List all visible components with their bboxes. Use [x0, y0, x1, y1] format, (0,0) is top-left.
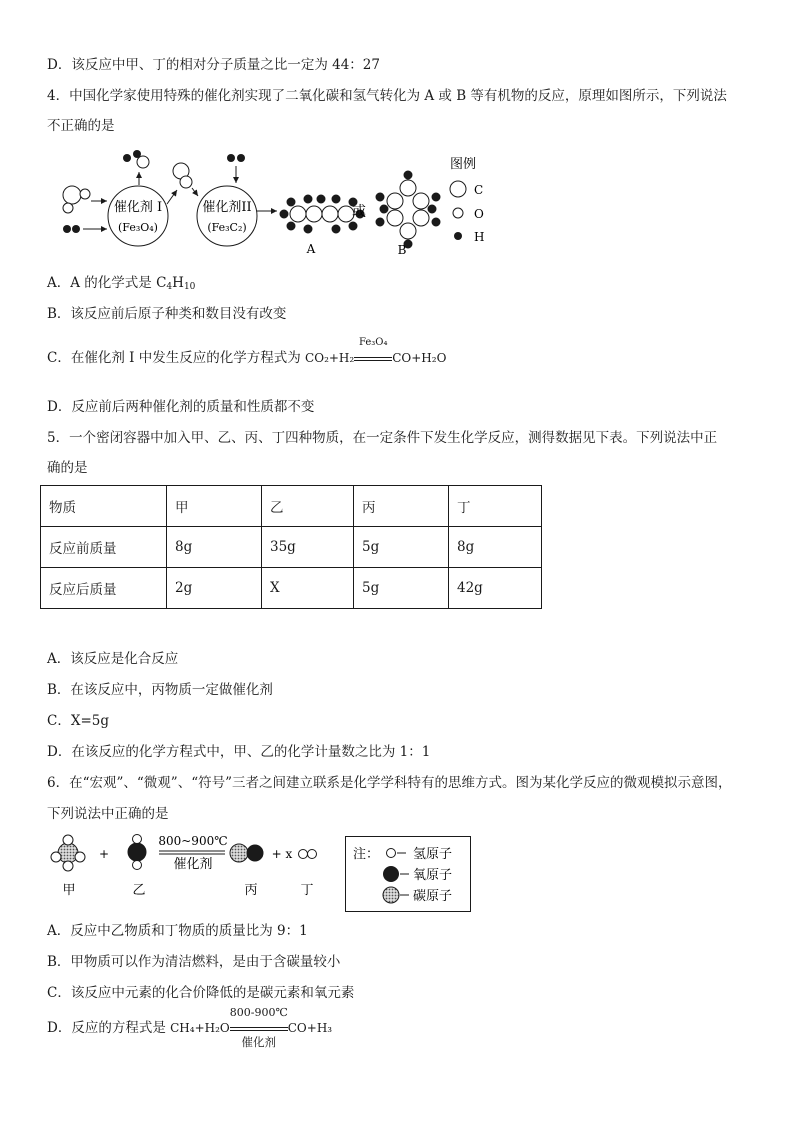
q4-stem-line1: 4．中国化学家使用特殊的催化剂实现了二氧化碳和氢气转化为 A 或 B 等有机物的反应，原理如图所示，下列说法: [47, 88, 727, 104]
label-bing: 丙: [244, 883, 258, 898]
mass-table: [40, 485, 542, 609]
atom-legend-box: [345, 836, 471, 912]
table-cell: X: [262, 568, 354, 609]
table-cell: 反应前质量: [41, 527, 167, 568]
plus-x: + x: [271, 847, 293, 861]
table-header-cell: 甲: [167, 486, 262, 527]
q4-option-a: A．A 的化学式是 $C_4H_{10}$: [47, 275, 196, 292]
table-row: [41, 568, 542, 609]
q4-stem-line2: 不正确的是: [47, 118, 115, 134]
label-jia: 甲: [62, 883, 76, 898]
label-ding: 丁: [300, 883, 314, 898]
label-yi: 乙: [132, 883, 146, 898]
catalyst-2-formula: (Fe₃C₂): [207, 221, 247, 234]
legend-title: 图例: [450, 157, 477, 172]
legend-c: C: [474, 183, 484, 197]
atom-legend: [346, 837, 470, 911]
catalyst-1-name: 催化剂 I: [113, 200, 163, 215]
water-molecule: [128, 835, 146, 870]
label-a: A: [306, 242, 316, 256]
note-o: 氧原子: [413, 868, 453, 883]
q5-stem-line1: 5．一个密闭容器中加入甲、乙、丙、丁四种物质，在一定条件下发生化学反应，测得数据见下表。下列说法中正: [47, 430, 718, 446]
table-row: [41, 527, 542, 568]
table-cell: 42g: [449, 568, 542, 609]
q6-diagram: [45, 830, 345, 902]
q5-option-a: A．该反应是化合反应: [47, 651, 179, 667]
table-cell: 5g: [354, 568, 449, 609]
catalyst-1-circle: [108, 186, 168, 246]
plus-sign-1: +: [98, 847, 110, 861]
legend-h: H: [474, 230, 485, 244]
oxygen-atom-icon: [383, 866, 399, 882]
table-cell: 8g: [167, 527, 262, 568]
q6-option-b: B．甲物质可以作为清洁燃料，是由于含碳量较小: [47, 954, 341, 970]
table-header-cell: 丙: [354, 486, 449, 527]
h2-molecule-left: [63, 225, 80, 233]
note-c: 碳原子: [413, 889, 453, 904]
carbon-atom-icon: [383, 887, 399, 903]
table-cell: 35g: [262, 527, 354, 568]
q5-stem-line2: 确的是: [47, 460, 88, 476]
q6-stem-line2: 下列说法中正确的是: [47, 806, 169, 822]
condition-bottom: 催化剂: [173, 857, 213, 872]
h2-molecule-q6: [299, 850, 317, 859]
q6-option-d: D．反应的方程式是 CH₄+H₂O 800-900℃ 催化剂 CO+H₃: [47, 1006, 333, 1049]
q4-option-b: B．该反应前后原子种类和数目没有改变: [47, 306, 287, 322]
legend-h-icon: [454, 232, 462, 240]
q3-option-d: D．该反应中甲、丁的相对分子质量之比一定为 44：27: [47, 57, 380, 73]
q6-option-c: C．该反应中元素的化合价降低的是碳元素和氧元素: [47, 985, 355, 1001]
q5-option-d: D．在该反应的化学方程式中，甲、乙的化学计量数之比为 1：1: [47, 744, 431, 760]
condition-top: 800~900℃: [158, 834, 228, 848]
q4-diagram: [55, 148, 495, 263]
catalyst-2-name: 催化剂II: [202, 200, 252, 215]
note-h: 氢原子: [413, 847, 453, 862]
table-cell: 反应后质量: [41, 568, 167, 609]
co-molecule-q6: [230, 844, 263, 862]
catalyst-1-formula: (Fe₃O₄): [118, 221, 158, 234]
hydrogen-atom-icon: [387, 849, 396, 858]
note-title: 注：: [353, 847, 380, 862]
co2-molecule: [63, 186, 90, 213]
q5-option-c: C．X=5g: [47, 713, 109, 729]
table-header-row: [41, 486, 542, 527]
table-header-cell: 物质: [41, 486, 167, 527]
water-molecule-out: [123, 150, 149, 168]
legend-o-icon: [453, 208, 463, 218]
q4-option-d: D．反应前后两种催化剂的质量和性质都不变: [47, 399, 315, 415]
legend-c-icon: [450, 181, 466, 197]
h2-molecule-top: [227, 154, 245, 162]
table-cell: 8g: [449, 527, 542, 568]
catalyst-2-circle: [197, 186, 257, 246]
q5-option-b: B．在该反应中，丙物质一定做催化剂: [47, 682, 273, 698]
table-cell: 5g: [354, 527, 449, 568]
or-text: 或: [352, 204, 366, 220]
methane-molecule: [51, 835, 85, 871]
q6-stem-line1: 6．在“宏观”、“微观”、“符号”三者之间建立联系是化学学科特有的思维方式。图为某化学反应的微观模拟示意图，: [47, 775, 732, 791]
table-header-cell: 丁: [449, 486, 542, 527]
table-cell: 2g: [167, 568, 262, 609]
table-header-cell: 乙: [262, 486, 354, 527]
legend-o: O: [474, 207, 484, 221]
molecule-b: [376, 171, 440, 248]
label-b: B: [397, 243, 407, 257]
co-molecule: [173, 163, 192, 188]
q4-option-c: C．在催化剂 I 中发生反应的化学方程式为 CO₂+H₂ Fe₃O₄ CO+H₂O: [47, 337, 447, 366]
q6-option-a: A．反应中乙物质和丁物质的质量比为 9：1: [47, 923, 308, 939]
